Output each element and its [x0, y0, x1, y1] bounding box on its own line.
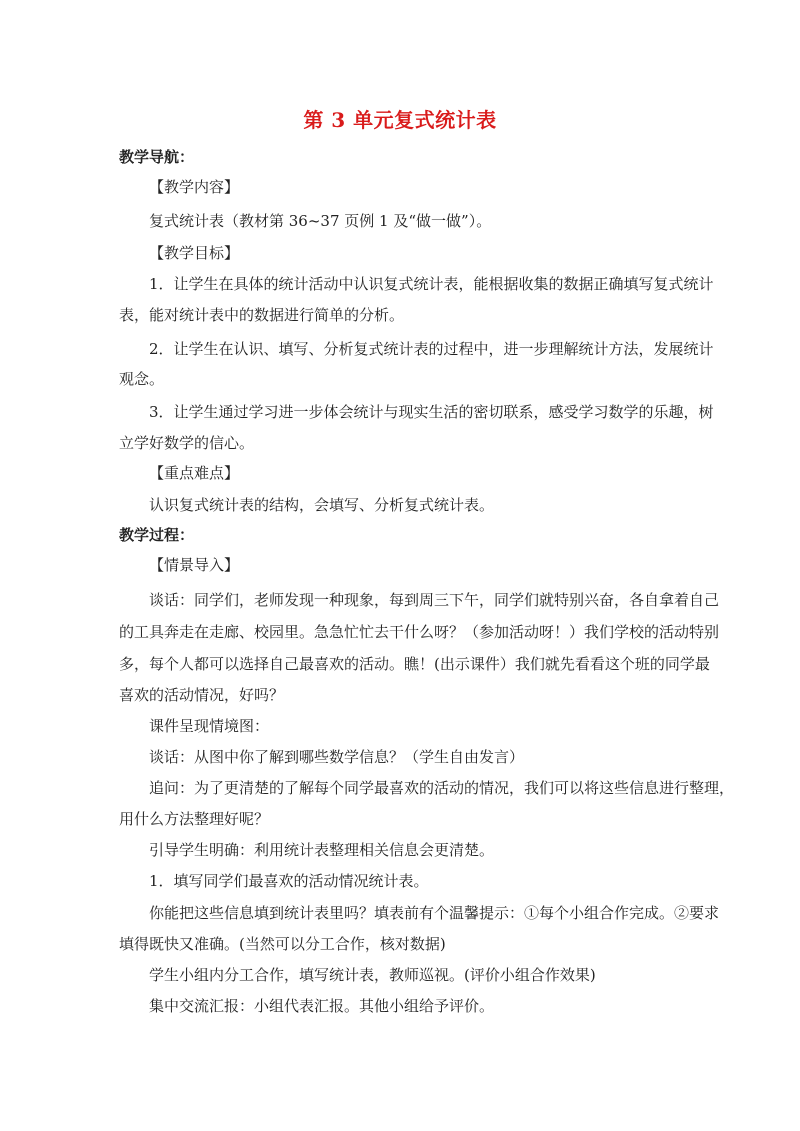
step-1-text: 1．填写同学们最喜欢的活动情况统计表。 — [149, 872, 429, 890]
goal-3-line-2: 立学好数学的信心。 — [119, 434, 255, 452]
key-difficulty-text: 认识复式统计表的结构，会填写、分析复式统计表。 — [149, 496, 495, 514]
group-work-text: 学生小组内分工合作，填写统计表，教师巡视。(评价小组合作效果) — [149, 966, 596, 984]
goal-3-line-1: 3．让学生通过学习进一步体会统计与现实生活的密切联系，感受学习数学的乐趣，树 — [149, 403, 714, 421]
teaching-content-label: 【教学内容】 — [149, 178, 240, 196]
teaching-process-heading: 教学过程： — [119, 526, 195, 544]
teaching-goal-label: 【教学目标】 — [149, 244, 240, 262]
goal-2-line-1: 2．让学生在认识、填写、分析复式统计表的过程中，进一步理解统计方法，发展统计 — [149, 340, 714, 358]
ask-line-1: 追问：为了更清楚的了解每个同学最喜欢的活动的情况，我们可以将这些信息进行整理， — [149, 779, 735, 797]
report-text: 集中交流汇报：小组代表汇报。其他小组给予评价。 — [149, 997, 495, 1015]
fill-line-2: 填得既快又准确。(当然可以分工合作，核对数据) — [119, 935, 446, 953]
goal-1-line-2: 表，能对统计表中的数据进行简单的分析。 — [119, 306, 405, 324]
talk-1-line-3: 多，每个人都可以选择自己最喜欢的活动。瞧！(出示课件）我们就先看看这个班的同学最 — [119, 655, 710, 673]
fill-line-1: 你能把这些信息填到统计表里吗？填表前有个温馨提示：①每个小组合作完成。②要求 — [149, 904, 720, 922]
talk-1-line-4: 喜欢的活动情况，好吗？ — [119, 686, 285, 704]
talk-1-line-1: 谈话：同学们，老师发现一种现象，每到周三下午，同学们就特别兴奋，各自拿着自己 — [149, 591, 720, 609]
talk-2-text: 谈话：从图中你了解到哪些数学信息？（学生自由发言） — [149, 748, 525, 766]
teaching-nav-heading: 教学导航： — [119, 148, 195, 166]
talk-1-line-2: 的工具奔走在走廊、校园里。急急忙忙去干什么呀？（参加活动呀！）我们学校的活动特别 — [119, 623, 720, 641]
key-difficulty-label: 【重点难点】 — [149, 464, 240, 482]
ask-line-2: 用什么方法整理好呢？ — [119, 810, 270, 828]
courseware-text: 课件呈现情境图： — [149, 717, 270, 735]
goal-2-line-2: 观念。 — [119, 370, 165, 388]
goal-1-line-1: 1．让学生在具体的统计活动中认识复式统计表，能根据收集的数据正确填写复式统计 — [149, 275, 714, 293]
guide-text: 引导学生明确：利用统计表整理相关信息会更清楚。 — [149, 841, 495, 859]
scene-intro-label: 【情景导入】 — [149, 556, 240, 574]
document-title: 第 3 单元复式统计表 — [303, 108, 497, 132]
teaching-content-text: 复式统计表（教材第 36~37 页例 1 及“做一做”）。 — [149, 212, 492, 230]
